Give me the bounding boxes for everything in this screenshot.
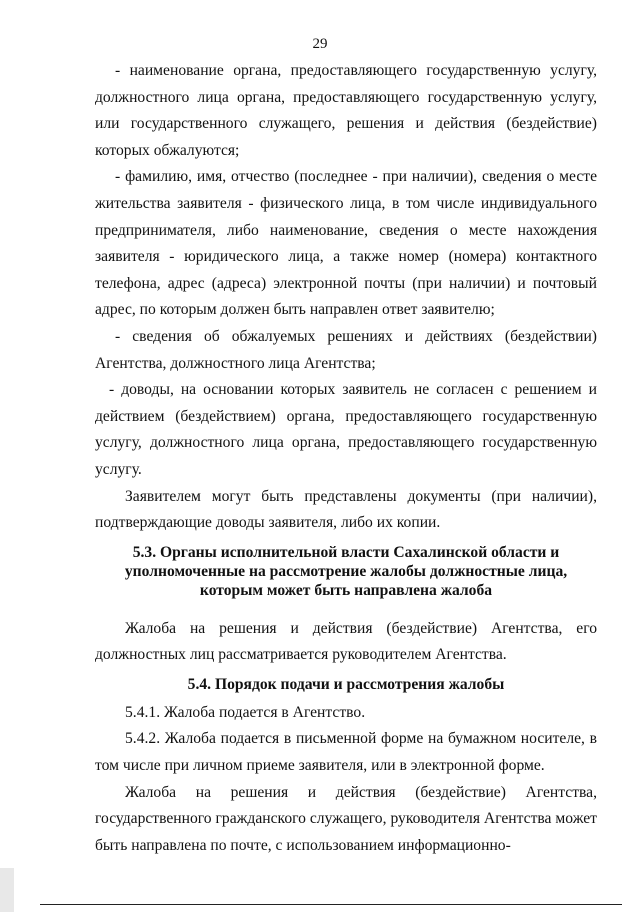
paragraph-complaint-delivery: Жалоба на решения и действия (бездействие) Агентства, государственного гражданского служащего, руководителя Агентства может быть направлена по почте, с использованием информационно- <box>95 783 597 854</box>
paragraph-appealed-decisions: - сведения об обжалуемых решениях и действиях (бездействии) Агентства, должностного лица Агентства; <box>95 327 597 372</box>
paragraph-supporting-documents: Заявителем могут быть представлены документы (при наличии), подтверждающие доводы заявителя, либо их копии. <box>95 487 597 532</box>
section-heading-5-4: 5.4. Порядок подачи и рассмотрения жалобы <box>187 675 505 693</box>
document-body <box>95 58 597 859</box>
paragraph-5-4-2: 5.4.2. Жалоба подается в письменной форме на бумажном носителе, в том числе при личном приеме заявителя, или в электронной форме. <box>95 730 597 775</box>
paragraph-complaint-body-name: - наименование органа, предоставляющего государственную услугу, должностного лица органа, предоставляющего государственную услугу, или государственного служащего, решения и действия (бездействие) которых обжалуются; <box>95 62 597 159</box>
section-heading-5-3: 5.3. Органы исполнительной власти Сахалинской области и уполномоченные на рассмотрение жалобы должностные лица, которым может быть направлена жалоба <box>124 543 568 599</box>
bottom-rule <box>40 904 622 905</box>
paragraph-5-3: Жалоба на решения и действия (бездействие) Агентства, его должностных лиц рассматривается руководителем Агентства. <box>95 619 597 664</box>
paragraph-arguments: - доводы, на основании которых заявитель не согласен с решением и действием (бездействием) органа, предоставляющего государственную услугу, должностного лица органа, предоставляющего государственную услугу. <box>95 381 597 478</box>
paragraph-applicant-details: - фамилию, имя, отчество (последнее - при наличии), сведения о месте жительства заявителя - физического лица, в том числе индивидуального предпринимателя, либо наименование, сведения о месте нахождения заявителя - юридического лица, а также номер (номера) контактного телефона, адрес (адреса) электронной почты (при наличии) и почтовый адрес, по которым должен быть направлен ответ заявителю; <box>95 168 597 319</box>
scan-margin-mark <box>0 868 14 912</box>
page-number: 29 <box>312 36 328 52</box>
spacer <box>95 606 597 616</box>
paragraph-5-4-1: 5.4.1. Жалоба подается в Агентство. <box>125 703 366 721</box>
